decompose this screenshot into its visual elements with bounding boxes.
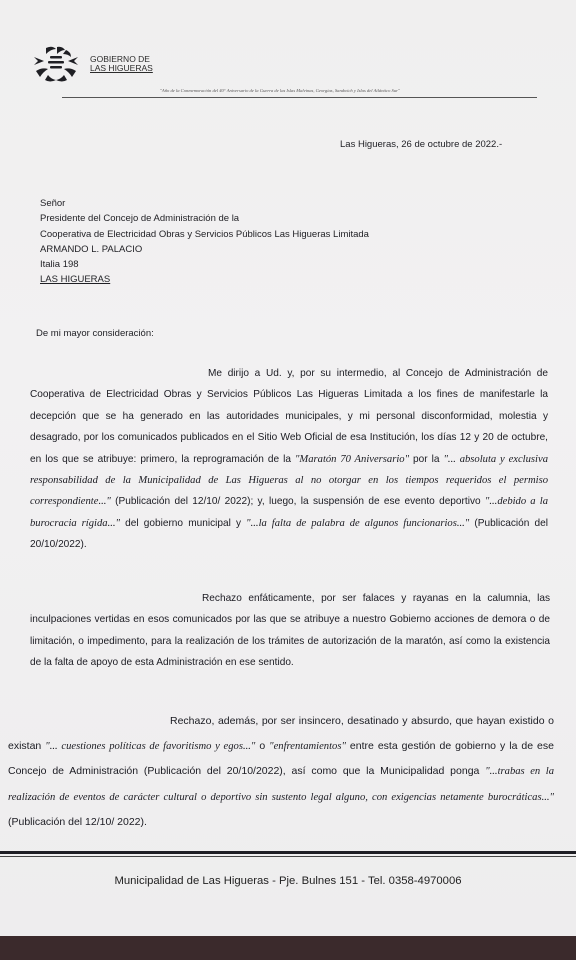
letter-date: Las Higueras, 26 de octubre de 2022.- (340, 139, 503, 150)
sun-emblem-icon (30, 45, 82, 85)
body-paragraph-1: Me dirijo a Ud. y, por su intermedio, al Concejo de Administración de Cooperativa de Electricidad Obras y Servicios Públicos Las Higueras Limitada a los fines de manifestarle la decepción que se ha generado en las autoridades municipales, y mi personal disconformidad, molestia y desagrado, por los comunicados publicados en el Sitio Web Oficial de esa Institución, los días 12 y 20 de octubre, en los que se atribuye: primero, la reprogramación de la "Maratón 70 Aniversario" por la "... absoluta y exclusiva responsabilidad de la Municipalidad de Las Higueras al no otorgar en los tiempos requeridos el permiso correspondiente..." (Publicación del 12/10/ 2022); y, luego, la suspensión de ese evento deportivo "...debido a la burocracia rígida..." del gobierno municipal y "...la falta de palabra de algunos funcionarios..." (Publicación del 20/10/2022). (30, 368, 549, 551)
year-motto: "Año de la Conmemoración del 40° Aniversario de la Guerra de las Islas Malvinas, Georgias, Sandwich y Islas del Atlántico Sur" (160, 88, 400, 93)
body-paragraph-2: Rechazo enfáticamente, por ser falaces y rayanas en la calumnia, las inculpaciones vertidas en esos comunicados por las que se atribuye a nuestro Gobierno acciones de demora o de limitación, o impedimento, para la realización de los trámites de autorización de la maratón, así como la existencia de la falta de apoyo de esta Administración en ese sentido. (30, 593, 550, 669)
recipient-line: Señor (40, 198, 66, 209)
recipient-line: Cooperativa de Electricidad Obras y Servicios Públicos Las Higueras Limitada (40, 228, 369, 240)
logo-line-1: GOBIERNO DE (90, 54, 150, 64)
footer-rule-thin (0, 856, 576, 857)
recipient-line: Presidente del Concejo de Administración de la (40, 213, 240, 225)
recipient-block (40, 196, 369, 288)
logo-line-2: LAS HIGUERAS (90, 63, 153, 73)
recipient-line: ARMANDO L. PALACIO (40, 243, 143, 255)
municipal-logo (30, 45, 180, 85)
recipient-line: Italia 198 (40, 259, 79, 271)
salutation: De mi mayor consideración: (36, 328, 154, 339)
footer-rule (0, 851, 576, 854)
body-paragraph-3: Rechazo, además, por ser insincero, desatinado y absurdo, que hayan existido o existan "... cuestiones políticas de favoritismo y egos..." o "enfrentamientos" entre esta gestión de gobierno y la de ese Concejo de Administración (Publicación del 20/10/2022), así como que la Municipalidad ponga "...trabas en la realización de eventos de carácter cultural o deportivo sin sustento legal alguno, con exigencias netamente burocráticas..." (Publicación del 12/10/ 2022). (8, 715, 554, 828)
logo-wordmark (90, 55, 153, 73)
background-surface (0, 936, 576, 960)
header-divider (62, 97, 537, 98)
recipient-city: LAS HIGUERAS (40, 274, 111, 286)
footer-address: Municipalidad de Las Higueras - Pje. Bulnes 151 - Tel. 0358-4970006 (114, 875, 462, 887)
